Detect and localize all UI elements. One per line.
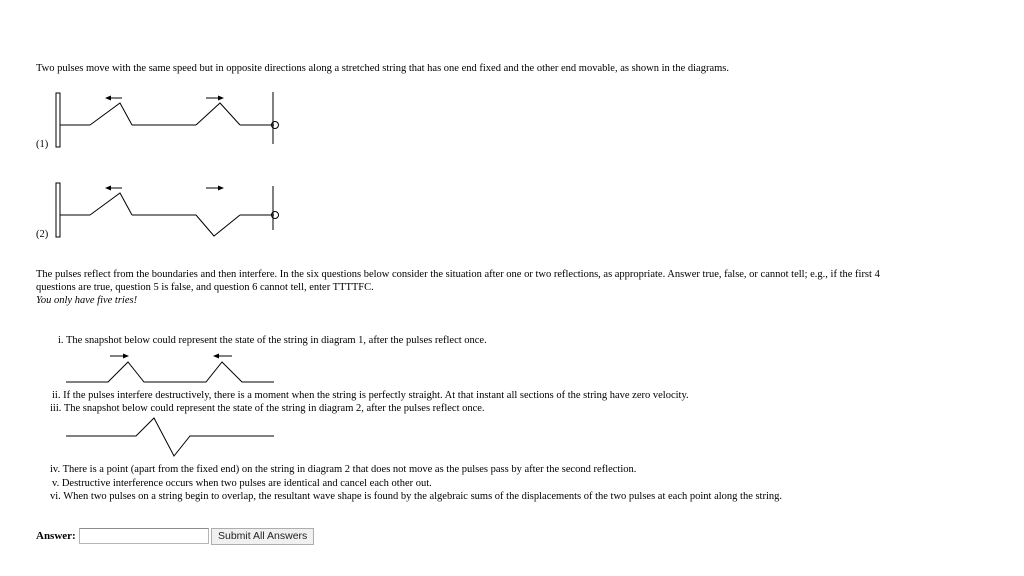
snapshot-string <box>66 362 274 382</box>
question-text: The snapshot below could represent the state of the string in diagram 2, after the pulses reflect once. <box>63 403 485 414</box>
question-number: i. <box>58 335 64 346</box>
tries-note: You only have five tries! <box>36 295 138 306</box>
question-v <box>52 477 432 490</box>
snapshot-figure-i <box>62 350 282 386</box>
question-text: The snapshot below could represent the state of the string in diagram 1, after the pulses reflect once. <box>65 335 487 346</box>
question-text: Destructive interference occurs when two pulses are identical and cancel each other out. <box>61 478 432 489</box>
right-pulse-inverted <box>196 215 240 236</box>
question-text: If the pulses interfere destructively, there is a moment when the string is perfectly straight. At that instant all sections of the string have zero velocity. <box>63 390 689 401</box>
left-pulse <box>90 193 132 215</box>
question-text: When two pulses on a string begin to overlap, the resultant wave shape is found by the algebraic sums of the displacements of the two pulses at each point along the string. <box>63 491 783 502</box>
question-text: There is a point (apart from the fixed end) on the string in diagram 2 that does not move as the pulses pass by after the second reflection. <box>62 464 637 475</box>
instructions-line-1: The pulses reflect from the boundaries and then interfere. In the six questions below consider the situation after one or two reflections, as appropriate. Answer true, false, or cannot tell; e.g., if the first 4 <box>36 269 880 280</box>
snapshot-figure-iii <box>62 414 282 460</box>
snapshot-string <box>66 418 274 456</box>
diagram1-string-figure <box>50 88 300 152</box>
fixed-wall <box>56 93 60 147</box>
question-vi <box>50 490 782 503</box>
question-ii <box>52 389 689 402</box>
intro-text: Two pulses move with the same speed but in opposite directions along a stretched string that has one end fixed and the other end movable, as shown in the diagrams. <box>36 63 729 74</box>
submit-all-answers-button[interactable]: Submit All Answers <box>211 528 314 545</box>
diagram2-string-figure <box>50 178 300 242</box>
question-number: ii. <box>52 390 61 401</box>
answer-input[interactable] <box>79 528 209 544</box>
right-pulse <box>196 103 240 125</box>
question-i <box>58 334 487 347</box>
fixed-wall <box>56 183 60 237</box>
question-iv <box>50 463 636 476</box>
diagram1-label: (1) <box>36 139 49 150</box>
left-pulse <box>90 103 132 125</box>
question-number: iv. <box>50 464 61 475</box>
answer-label: Answer: <box>36 530 76 542</box>
question-number: v. <box>52 478 60 489</box>
diagram2-label: (2) <box>36 229 49 240</box>
question-number: vi. <box>50 491 61 502</box>
question-number: iii. <box>50 403 62 414</box>
instructions-line-2: questions are true, question 5 is false, and question 6 cannot tell, enter TTTTFC. <box>36 282 374 293</box>
